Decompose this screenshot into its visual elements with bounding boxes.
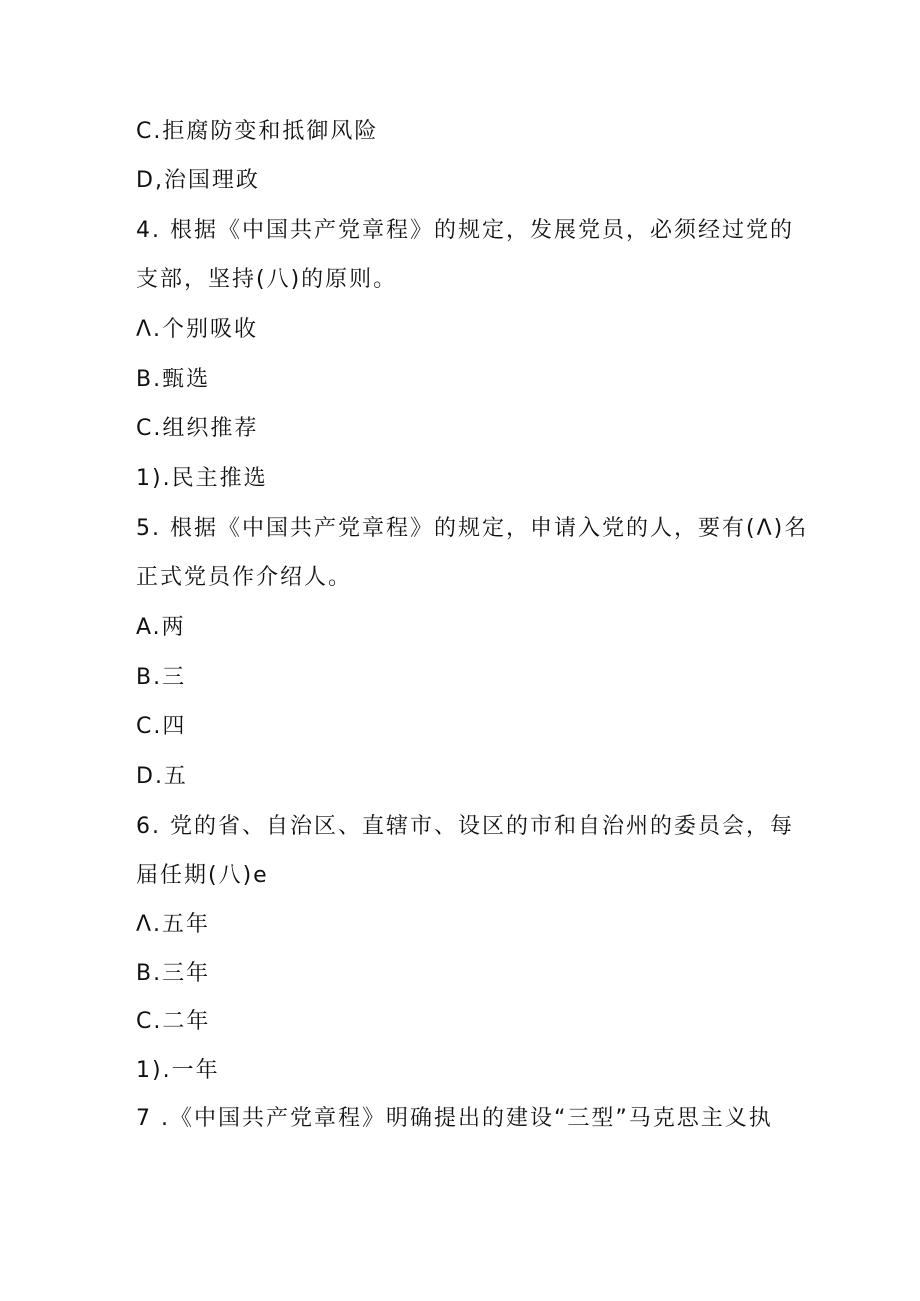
question-4-line-2: 支部，坚持(八)的原则。 [136, 267, 398, 292]
option-c-q4: C.组织推荐 [136, 416, 259, 441]
option-d-q5: D.五 [136, 764, 188, 789]
question-6-line-1: 6. 党的省、自治区、直辖市、设区的市和自治州的委员会，每 [136, 814, 794, 839]
option-a-q4: Λ.个别吸收 [136, 317, 259, 342]
option-c-q5: C.四 [136, 714, 187, 739]
option-b-q4: B.甄选 [136, 367, 211, 392]
option-c-q6: C.二年 [136, 1009, 211, 1034]
option-c-q3: C.拒腐防变和抵御风险 [136, 119, 379, 144]
option-b-q6: B.三年 [136, 961, 211, 986]
option-a-q6: Λ.五年 [136, 912, 211, 937]
question-4-line-1: 4. 根据《中国共产党章程》的规定，发展党员，必须经过党的 [136, 218, 794, 243]
option-d-q4: 1).民主推选 [136, 466, 268, 491]
question-7-line-1: 7 .《中国共产党章程》明确提出的建设“三型”马克思主义执 [136, 1106, 773, 1131]
option-b-q5: B.三 [136, 665, 187, 690]
question-5-line-2: 正式党员作介绍人。 [136, 565, 353, 590]
option-d-q3: D,治国理政 [136, 168, 260, 193]
question-5-line-1: 5. 根据《中国共产党章程》的规定，申请入党的人，要有(Λ)名 [136, 516, 809, 541]
option-d-q6: 1).一年 [136, 1058, 220, 1083]
option-a-q5: A.两 [136, 615, 186, 640]
question-6-line-2: 届任期(八)e [136, 863, 269, 888]
